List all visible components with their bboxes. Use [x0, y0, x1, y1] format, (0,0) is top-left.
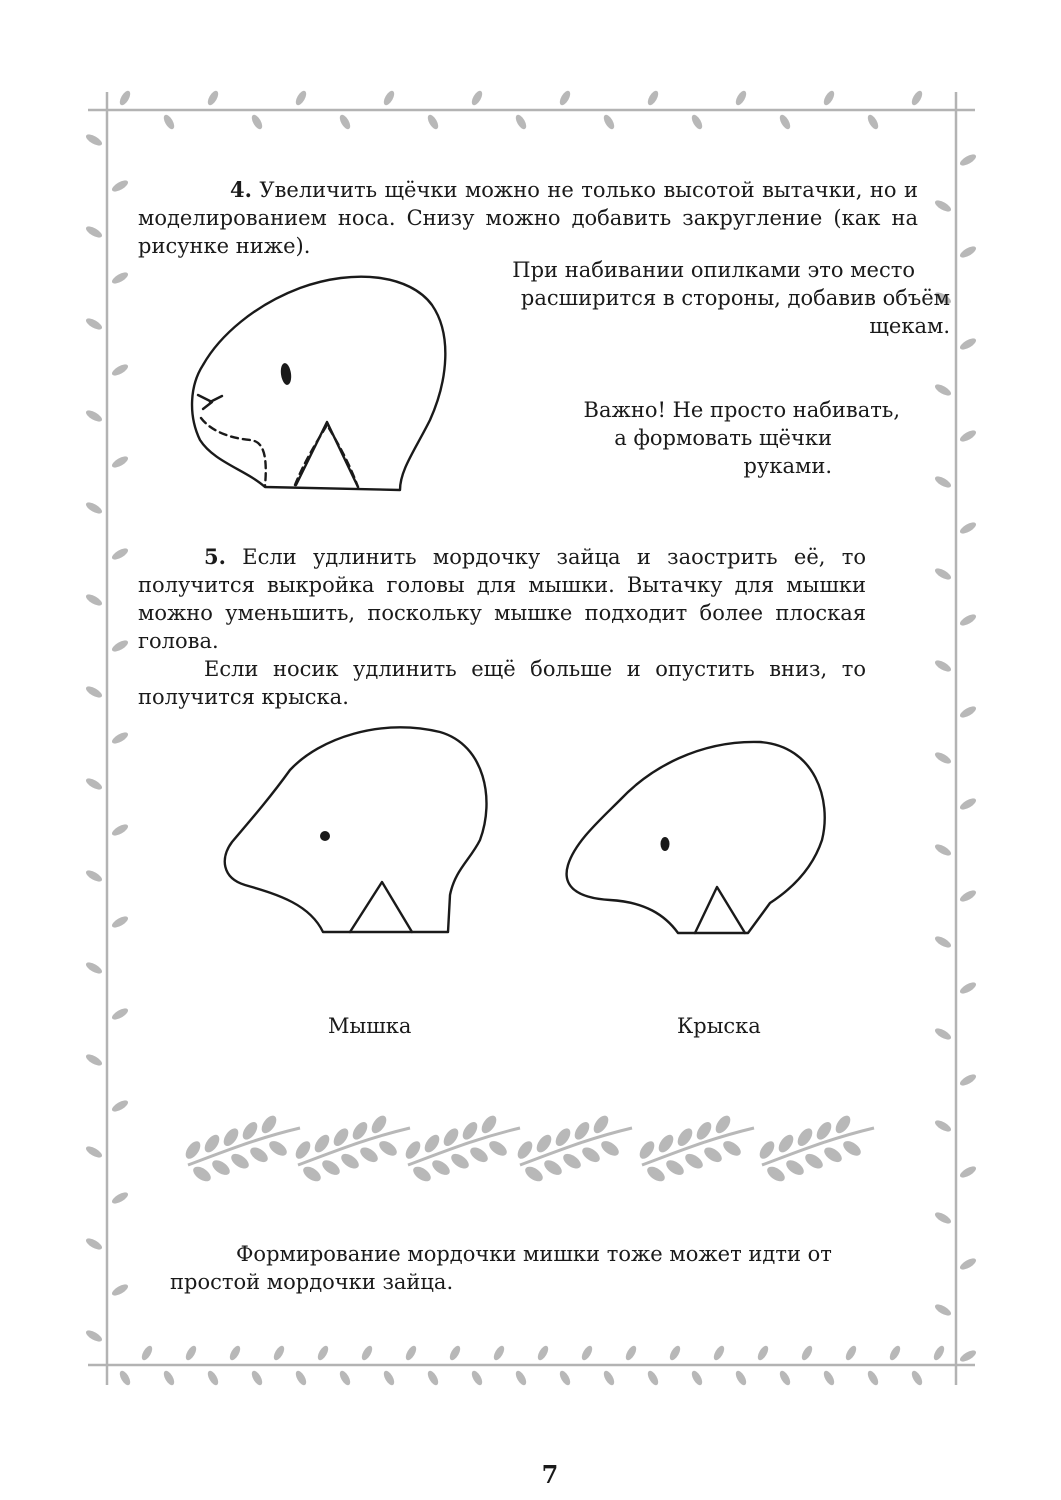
page-number: 7: [541, 1460, 559, 1489]
garland-leaf: [664, 1157, 687, 1177]
garland-leaf: [765, 1164, 788, 1184]
garland-leaf: [645, 1164, 668, 1184]
leaf-sprig: [183, 1113, 300, 1184]
garland-leaf: [591, 1113, 611, 1136]
garland-leaf: [534, 1132, 554, 1155]
garland-leaf: [411, 1164, 434, 1184]
garland-leaf: [721, 1138, 744, 1158]
step-5-number: 5.: [204, 544, 226, 569]
garland-leaf: [487, 1138, 510, 1158]
garland-leaf: [293, 1139, 313, 1162]
leaf-garland-divider: [183, 1113, 874, 1184]
garland-leaf: [656, 1132, 676, 1155]
garland-leaf: [312, 1132, 332, 1155]
garland-leaf: [301, 1164, 324, 1184]
garland-leaf: [523, 1164, 546, 1184]
leaf-sprig: [637, 1113, 754, 1184]
garland-leaf: [267, 1138, 290, 1158]
rat-caption: Крыска: [677, 1014, 761, 1038]
step-4-number: 4.: [230, 177, 252, 202]
stuffing-note-line-2: расширится в стороны, добавив объём щекам.: [520, 286, 950, 338]
garland-leaf: [599, 1138, 622, 1158]
step-5-text: Если удлинить мордочку зайца и заострить её, то получится выкройка головы для мышки. Вытачку для мышки можно уменьшить, поскольку мышке подходит более плоская голова.: [138, 545, 866, 653]
garland-leaf: [784, 1157, 807, 1177]
leaf-sprig: [293, 1113, 410, 1184]
important-note-line-1: Важно! Не просто набивать,: [583, 398, 900, 422]
mouse-caption: Мышка: [328, 1014, 412, 1038]
garland-leaf: [183, 1139, 203, 1162]
garland-leaf: [580, 1145, 603, 1165]
garland-leaf: [210, 1157, 233, 1177]
leaf-sprig: [757, 1113, 874, 1184]
garland-leaf: [637, 1139, 657, 1162]
garland-leaf: [713, 1113, 733, 1136]
garland-leaf: [822, 1145, 845, 1165]
step-4-text: Увеличить щёчки можно не только высотой вытачки, но и моделированием носа. Снизу можно добавить закругление (как на рисунке ниже).: [138, 178, 918, 258]
garland-leaf: [403, 1139, 423, 1162]
rat-head-pattern: [567, 742, 825, 933]
leaf-sprig: [515, 1113, 632, 1184]
garland-leaf: [542, 1157, 565, 1177]
garland-leaf: [248, 1145, 271, 1165]
garland-leaf: [369, 1113, 389, 1136]
garland-leaf: [339, 1151, 362, 1171]
garland-leaf: [377, 1138, 400, 1158]
garland-leaf: [841, 1138, 864, 1158]
mouse-head-pattern: [225, 727, 487, 932]
garland-leaf: [320, 1157, 343, 1177]
garland-leaf: [833, 1113, 853, 1136]
garland-leaf: [683, 1151, 706, 1171]
garland-leaf: [259, 1113, 279, 1136]
garland-leaf: [422, 1132, 442, 1155]
important-note-line-2: а формовать щёчки руками.: [614, 426, 832, 478]
leaf-sprig: [403, 1113, 520, 1184]
garland-leaf: [468, 1145, 491, 1165]
garland-leaf: [776, 1132, 796, 1155]
garland-leaf: [229, 1151, 252, 1171]
garland-leaf: [757, 1139, 777, 1162]
garland-leaf: [561, 1151, 584, 1171]
garland-leaf: [479, 1113, 499, 1136]
garland-leaf: [449, 1151, 472, 1171]
garland-leaf: [358, 1145, 381, 1165]
bunny-head-pattern: [192, 277, 445, 490]
final-paragraph: Формирование мордочки мишки тоже может идти от простой мордочки зайца.: [170, 1242, 832, 1294]
garland-leaf: [430, 1157, 453, 1177]
garland-leaf: [803, 1151, 826, 1171]
garland-leaf: [191, 1164, 214, 1184]
step-5-text-2: Если носик удлинить ещё больше и опустить вниз, то получится крыска.: [138, 657, 866, 709]
stuffing-note-line-1: При набивании опилками это место: [512, 258, 915, 282]
garland-leaf: [202, 1132, 222, 1155]
garland-leaf: [515, 1139, 535, 1162]
step-5-paragraph: [138, 543, 866, 711]
garland-leaf: [702, 1145, 725, 1165]
